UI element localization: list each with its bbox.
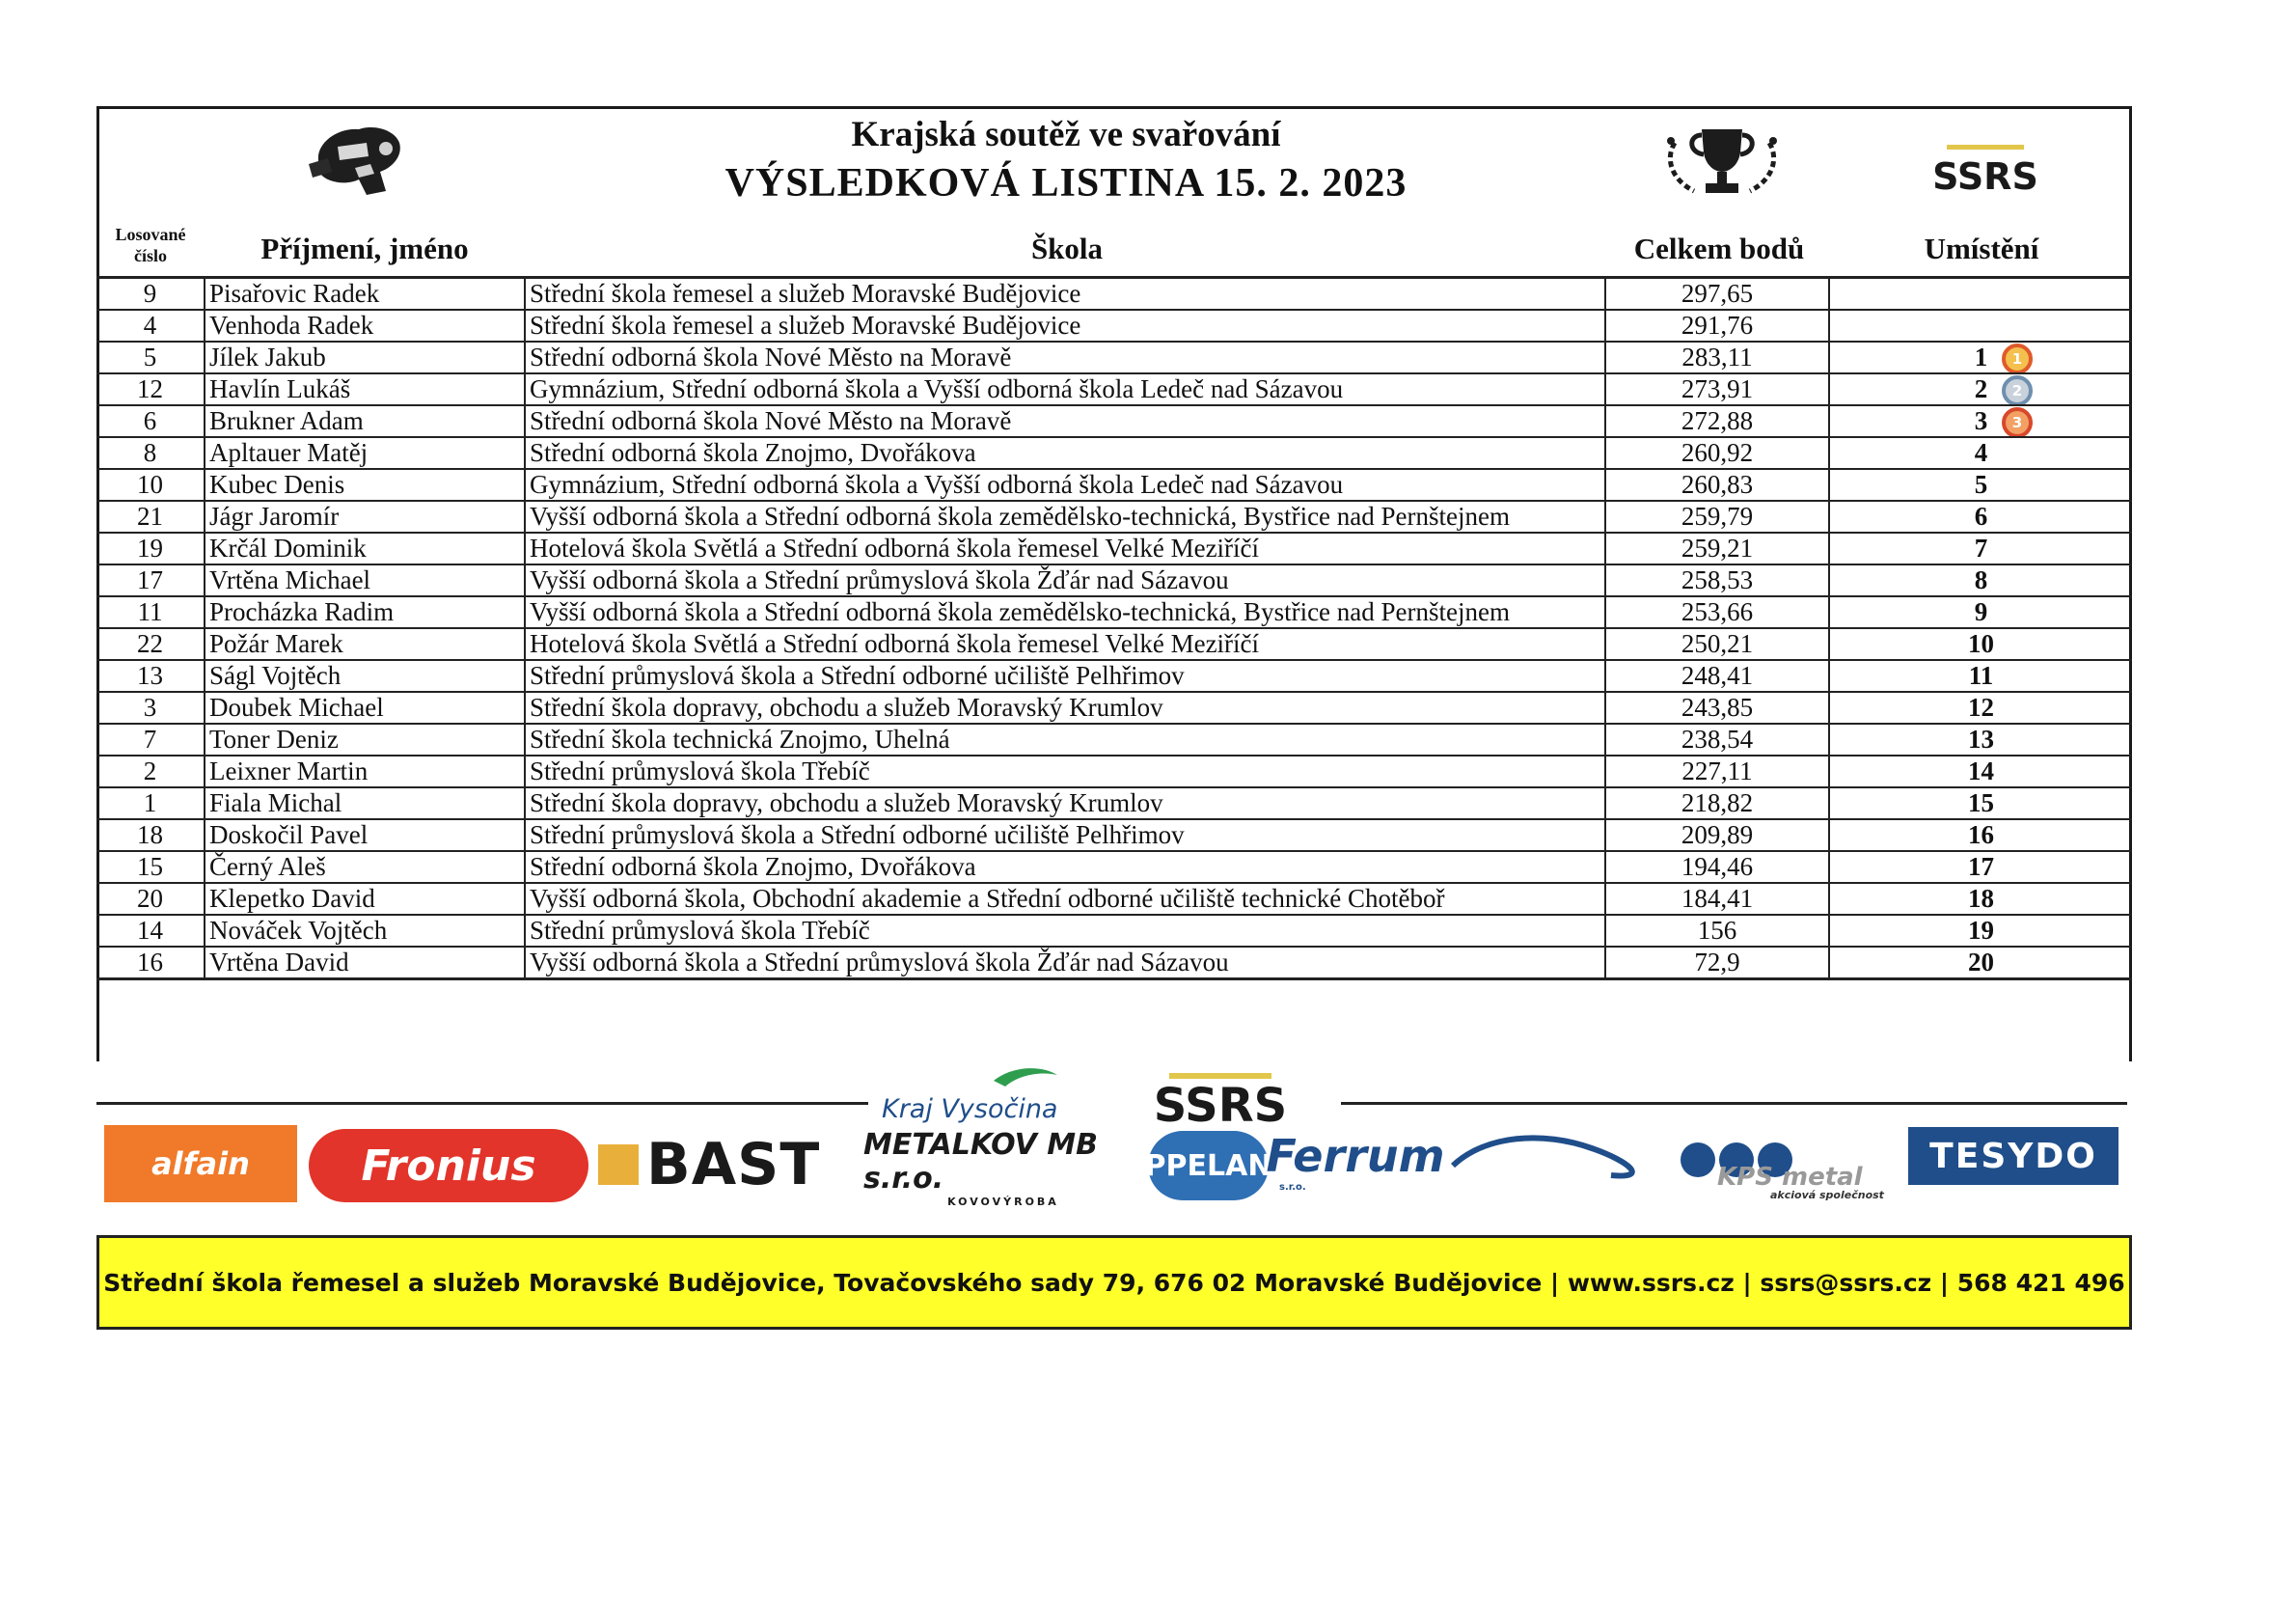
row-points-text: 250,21 (1681, 629, 1754, 658)
row-points-text: 194,46 (1681, 852, 1754, 881)
bast-logo (598, 1131, 859, 1198)
row-name-text: Ságl Vojtěch (209, 661, 342, 690)
row-school (525, 310, 1605, 342)
row-name-text: Pisařovic Radek (209, 279, 380, 308)
title-line2: VÝSLEDKOVÁ LISTINA 15. 2. 2023 (724, 161, 1408, 206)
row-name (205, 310, 525, 342)
row-place (1829, 724, 2132, 756)
row-points (1605, 564, 1829, 596)
row-number-text: 9 (143, 279, 157, 308)
row-school (525, 533, 1605, 564)
row-name (205, 564, 525, 596)
table-row (96, 787, 2132, 819)
row-points-text: 259,21 (1681, 534, 1754, 563)
table-row (96, 437, 2132, 469)
row-points-text: 243,85 (1681, 693, 1754, 722)
welder-icon (299, 114, 410, 201)
metalkov-logo (863, 1127, 1143, 1208)
tesydo-logo: TESYDO (1908, 1127, 2118, 1185)
row-number (96, 660, 205, 692)
row-name (205, 373, 525, 405)
row-school-text: Střední průmyslová škola Třebíč (530, 756, 870, 785)
row-number-text: 15 (137, 852, 163, 881)
table-row (96, 628, 2132, 660)
ssrs-logo-text: SSRS (1932, 155, 2038, 197)
row-school-text: Střední škola řemesel a služeb Moravské Budějovice (530, 311, 1081, 340)
medal-label: 3 (2011, 414, 2023, 431)
row-place (1829, 819, 2132, 851)
row-school (525, 756, 1605, 787)
row-name-text: Apltauer Matěj (209, 438, 369, 467)
row-name (205, 692, 525, 724)
row-points-text: 260,83 (1681, 470, 1754, 499)
row-name-text: Požár Marek (209, 629, 343, 658)
row-school (525, 628, 1605, 660)
row-number (96, 373, 205, 405)
row-name (205, 405, 525, 437)
row-place (1829, 437, 2132, 469)
row-points (1605, 660, 1829, 692)
row-number (96, 405, 205, 437)
row-place-text: 11 (1968, 661, 1994, 690)
row-number (96, 692, 205, 724)
row-school-text: Střední škola dopravy, obchodu a služeb Moravský Krumlov (530, 693, 1163, 722)
row-school (525, 278, 1605, 311)
medal-label: 2 (2011, 382, 2023, 399)
row-points-text: 258,53 (1681, 565, 1754, 594)
row-number-text: 4 (143, 311, 157, 340)
row-school-text: Vyšší odborná škola a Střední průmyslová škola Žďár nad Sázavou (530, 948, 1229, 977)
ssrs-logo (1920, 143, 2051, 197)
row-name-text: Doubek Michael (209, 693, 384, 722)
row-number-text: 11 (137, 597, 163, 626)
row-number-text: 20 (137, 884, 163, 913)
row-school (525, 501, 1605, 533)
row-points-text: 156 (1697, 916, 1737, 945)
table-row (96, 278, 2132, 311)
row-school-text: Střední odborná škola Nové Město na Moravě (530, 406, 1012, 435)
row-number (96, 469, 205, 501)
row-school (525, 851, 1605, 883)
row-number (96, 756, 205, 787)
row-school (525, 596, 1605, 628)
row-place-text: 4 (1974, 438, 1988, 467)
row-place-text: 19 (1968, 916, 1994, 945)
row-place-text: 5 (1974, 470, 1988, 499)
row-name (205, 947, 525, 979)
row-name (205, 787, 525, 819)
row-number (96, 533, 205, 564)
ssrs-sponsor-text: SSRS (1153, 1079, 1288, 1129)
ssrs-sponsor-logo (1119, 1071, 1322, 1129)
table-row (96, 819, 2132, 851)
row-number-text: 22 (137, 629, 163, 658)
row-name (205, 596, 525, 628)
kraj-vysocina-logo (878, 1061, 1100, 1124)
row-points (1605, 437, 1829, 469)
column-header-place: Umístění (1924, 232, 2039, 265)
row-name-text: Vrtěna Michael (209, 565, 371, 594)
row-place-text: 14 (1968, 756, 1994, 785)
row-points (1605, 692, 1829, 724)
row-place-text: 15 (1968, 788, 1994, 817)
row-points (1605, 596, 1829, 628)
row-number (96, 437, 205, 469)
row-name (205, 756, 525, 787)
row-name-text: Fiala Michal (209, 788, 342, 817)
row-points (1605, 533, 1829, 564)
table-row (96, 851, 2132, 883)
row-place-text: 20 (1968, 948, 1994, 977)
table-row (96, 310, 2132, 342)
row-name (205, 628, 525, 660)
row-place (1829, 310, 2132, 342)
row-points (1605, 342, 1829, 373)
row-name-text: Klepetko David (209, 884, 375, 913)
ferrum-subtext: s.r.o. (1279, 1181, 1306, 1193)
row-place-text: 10 (1968, 629, 1994, 658)
row-school-text: Vyšší odborná škola, Obchodní akademie a Střední odborné učiliště technické Chotěboř (530, 884, 1445, 913)
table-row (96, 947, 2132, 979)
row-number (96, 851, 205, 883)
column-header-points: Celkem bodů (1633, 232, 1805, 265)
kps-metal-subtext: akciová společnost (1770, 1189, 1884, 1201)
row-place (1829, 469, 2132, 501)
row-points (1605, 373, 1829, 405)
row-points-text: 248,41 (1681, 661, 1754, 690)
row-points-text: 238,54 (1681, 725, 1754, 754)
row-number (96, 883, 205, 915)
row-place (1829, 883, 2132, 915)
row-number-text: 17 (137, 565, 163, 594)
row-name-text: Brukner Adam (209, 406, 364, 435)
row-school (525, 469, 1605, 501)
row-school (525, 724, 1605, 756)
table-row (96, 564, 2132, 596)
row-points-text: 260,92 (1681, 438, 1754, 467)
medal-label: 1 (2011, 350, 2023, 368)
row-name (205, 469, 525, 501)
row-number (96, 915, 205, 947)
row-place-text: 18 (1968, 884, 1994, 913)
row-points-text: 272,88 (1681, 406, 1754, 435)
row-place (1829, 851, 2132, 883)
row-number (96, 342, 205, 373)
row-points (1605, 278, 1829, 311)
row-school (525, 564, 1605, 596)
row-number-text: 1 (143, 788, 157, 817)
row-points-text: 184,41 (1681, 884, 1754, 913)
table-row (96, 342, 2132, 373)
row-number-text: 13 (137, 661, 163, 690)
alfain-logo: alfain (104, 1125, 297, 1202)
row-number (96, 819, 205, 851)
row-school (525, 437, 1605, 469)
row-school (525, 373, 1605, 405)
row-name-text: Vrtěna David (209, 948, 349, 977)
row-points (1605, 883, 1829, 915)
row-place (1829, 628, 2132, 660)
row-points-text: 218,82 (1681, 788, 1754, 817)
row-points (1605, 787, 1829, 819)
row-number-text: 10 (137, 470, 163, 499)
row-place (1829, 533, 2132, 564)
row-number (96, 787, 205, 819)
row-name (205, 533, 525, 564)
row-place-text: 1 (1974, 343, 1988, 371)
row-place (1829, 787, 2132, 819)
row-school-text: Střední škola dopravy, obchodu a služeb Moravský Krumlov (530, 788, 1163, 817)
row-name (205, 819, 525, 851)
table-row (96, 469, 2132, 501)
table-row (96, 660, 2132, 692)
row-place (1829, 278, 2132, 311)
row-school-text: Střední průmyslová škola a Střední odborné učiliště Pelhřimov (530, 661, 1185, 690)
title-line1: Krajská soutěž ve svařování (851, 115, 1281, 154)
row-points (1605, 915, 1829, 947)
row-points-text: 297,65 (1681, 279, 1754, 308)
row-school-text: Vyšší odborná škola a Střední odborná škola zemědělsko-technická, Bystřice nad Pernštejnem (530, 597, 1510, 626)
kps-metal-text: KPS metal (1717, 1163, 1863, 1192)
row-number-text: 21 (137, 502, 163, 531)
row-points-text: 227,11 (1681, 756, 1753, 785)
fronius-logo: Fronius (309, 1129, 588, 1202)
row-points-text: 273,91 (1681, 374, 1754, 403)
row-place (1829, 692, 2132, 724)
row-points-text: 72,9 (1694, 948, 1740, 977)
row-name (205, 342, 525, 373)
row-name-text: Kubec Denis (209, 470, 345, 499)
row-name (205, 883, 525, 915)
gold-medal-icon (2002, 344, 2033, 373)
row-school-text: Střední škola technická Znojmo, Uhelná (530, 725, 950, 754)
row-school-text: Vyšší odborná škola a Střední průmyslová škola Žďár nad Sázavou (530, 565, 1229, 594)
metalkov-subtext: KOVOVÝROBA (947, 1195, 1059, 1208)
row-school (525, 787, 1605, 819)
table-row (96, 756, 2132, 787)
row-school (525, 947, 1605, 979)
row-points-text: 259,79 (1681, 502, 1754, 531)
row-number-text: 18 (137, 820, 163, 849)
row-number-text: 16 (137, 948, 163, 977)
row-name (205, 278, 525, 311)
row-place-text: 2 (1974, 374, 1988, 403)
row-number-text: 8 (143, 438, 157, 467)
row-school (525, 819, 1605, 851)
row-number (96, 947, 205, 979)
row-number (96, 278, 205, 311)
row-place-text: 13 (1968, 725, 1994, 754)
row-school-text: Střední odborná škola Znojmo, Dvořákova (530, 438, 976, 467)
row-name-text: Černý Aleš (209, 852, 326, 881)
row-school (525, 883, 1605, 915)
row-number (96, 310, 205, 342)
row-school-text: Střední průmyslová škola a Střední odborné učiliště Pelhřimov (530, 820, 1185, 849)
row-place-text: 17 (1968, 852, 1994, 881)
row-place-text: 8 (1974, 565, 1988, 594)
row-points (1605, 851, 1829, 883)
row-name-text: Krčál Dominik (209, 534, 367, 563)
row-number (96, 564, 205, 596)
row-number-text: 5 (143, 343, 157, 371)
footer-contact: Střední škola řemesel a služeb Moravské Budějovice, Tovačovského sady 79, 676 02 Moravské Budějovice | www.ssrs.cz | ssrs@ssrs.cz | 568 421 496 (96, 1235, 2132, 1330)
row-school-text: Střední odborná škola Nové Město na Moravě (530, 343, 1012, 371)
table-row (96, 501, 2132, 533)
kraj-vysocina-text: Kraj Vysočina (882, 1094, 1058, 1124)
kps-metal-logo (1447, 1125, 1900, 1202)
row-school-text: Střední průmyslová škola Třebíč (530, 916, 870, 945)
row-place-text: 6 (1974, 502, 1988, 531)
row-school-text: Gymnázium, Střední odborná škola a Vyšší odborná škola Ledeč nad Sázavou (530, 470, 1344, 499)
table-row (96, 405, 2132, 437)
row-points-text: 291,76 (1681, 311, 1754, 340)
row-place (1829, 501, 2132, 533)
row-place (1829, 373, 2132, 405)
row-school-text: Gymnázium, Střední odborná škola a Vyšší odborná škola Ledeč nad Sázavou (530, 374, 1344, 403)
row-place (1829, 405, 2132, 437)
row-place (1829, 915, 2132, 947)
table-row (96, 724, 2132, 756)
ferrum-logo (1266, 1127, 1445, 1195)
row-school (525, 692, 1605, 724)
bronze-medal-icon (2002, 407, 2033, 437)
row-name-text: Procházka Radim (209, 597, 395, 626)
row-place (1829, 596, 2132, 628)
row-name (205, 437, 525, 469)
row-name (205, 724, 525, 756)
row-place (1829, 756, 2132, 787)
row-name-text: Doskočil Pavel (209, 820, 369, 849)
row-name-text: Havlín Lukáš (209, 374, 351, 403)
row-place (1829, 660, 2132, 692)
row-number-text: 12 (137, 374, 163, 403)
row-name-text: Jágr Jaromír (209, 502, 340, 531)
trophy-icon (1652, 124, 1792, 203)
row-points (1605, 947, 1829, 979)
results-table (96, 276, 2132, 980)
row-points (1605, 469, 1829, 501)
row-school-text: Střední škola řemesel a služeb Moravské Budějovice (530, 279, 1081, 308)
row-place-text: 3 (1974, 406, 1988, 435)
row-school (525, 405, 1605, 437)
table-row (96, 373, 2132, 405)
row-number-text: 14 (137, 916, 163, 945)
bast-text: BAST (646, 1131, 821, 1198)
row-points-text: 283,11 (1681, 343, 1753, 371)
divider-line (96, 1102, 868, 1105)
row-place-text: 9 (1974, 597, 1988, 626)
row-points (1605, 756, 1829, 787)
column-header-name: Příjmení, jméno (260, 232, 469, 265)
row-number (96, 501, 205, 533)
row-name (205, 660, 525, 692)
table-row (96, 883, 2132, 915)
table-row (96, 915, 2132, 947)
row-name-text: Nováček Vojtěch (209, 916, 388, 945)
row-school-text: Vyšší odborná škola a Střední odborná škola zemědělsko-technická, Bystřice nad Pernštejnem (530, 502, 1510, 531)
results-body (96, 278, 2132, 979)
row-points (1605, 405, 1829, 437)
row-points-text: 253,66 (1681, 597, 1754, 626)
row-school (525, 915, 1605, 947)
row-place-text: 12 (1968, 693, 1994, 722)
ferrum-text: Ferrum (1266, 1129, 1445, 1182)
row-number-text: 6 (143, 406, 157, 435)
bast-icon (598, 1144, 639, 1185)
row-place (1829, 564, 2132, 596)
row-points-text: 209,89 (1681, 820, 1754, 849)
row-school (525, 342, 1605, 373)
row-points (1605, 724, 1829, 756)
table-row (96, 596, 2132, 628)
divider-line (1341, 1102, 2127, 1105)
metalkov-text: METALKOV MB s.r.o. (863, 1127, 1098, 1196)
row-points (1605, 819, 1829, 851)
row-name (205, 501, 525, 533)
row-points (1605, 310, 1829, 342)
row-school-text: Hotelová škola Světlá a Střední odborná škola řemesel Velké Meziříčí (530, 534, 1260, 563)
column-header-school: Škola (1030, 232, 1104, 265)
row-place-text: 16 (1968, 820, 1994, 849)
row-place (1829, 947, 2132, 979)
row-number-text: 3 (143, 693, 157, 722)
row-name-text: Jílek Jakub (209, 343, 326, 371)
table-row (96, 533, 2132, 564)
row-number-text: 2 (143, 756, 157, 785)
ppelan-logo: PPELAN (1148, 1131, 1269, 1200)
row-points (1605, 628, 1829, 660)
silver-medal-icon (2002, 375, 2033, 405)
row-place (1829, 342, 2132, 373)
row-number-text: 19 (137, 534, 163, 563)
row-name-text: Leixner Martin (209, 756, 369, 785)
row-name (205, 915, 525, 947)
row-name-text: Toner Deniz (209, 725, 339, 754)
row-points (1605, 501, 1829, 533)
row-place-text: 7 (1974, 534, 1988, 563)
table-row (96, 692, 2132, 724)
row-number (96, 724, 205, 756)
row-name (205, 851, 525, 883)
row-number-text: 7 (143, 725, 157, 754)
column-header-number: Losované číslo (115, 225, 186, 265)
row-school-text: Hotelová škola Světlá a Střední odborná škola řemesel Velké Meziříčí (530, 629, 1260, 658)
row-school (525, 660, 1605, 692)
row-name-text: Venhoda Radek (209, 311, 374, 340)
row-number (96, 628, 205, 660)
row-number (96, 596, 205, 628)
row-school-text: Střední odborná škola Znojmo, Dvořákova (530, 852, 976, 881)
